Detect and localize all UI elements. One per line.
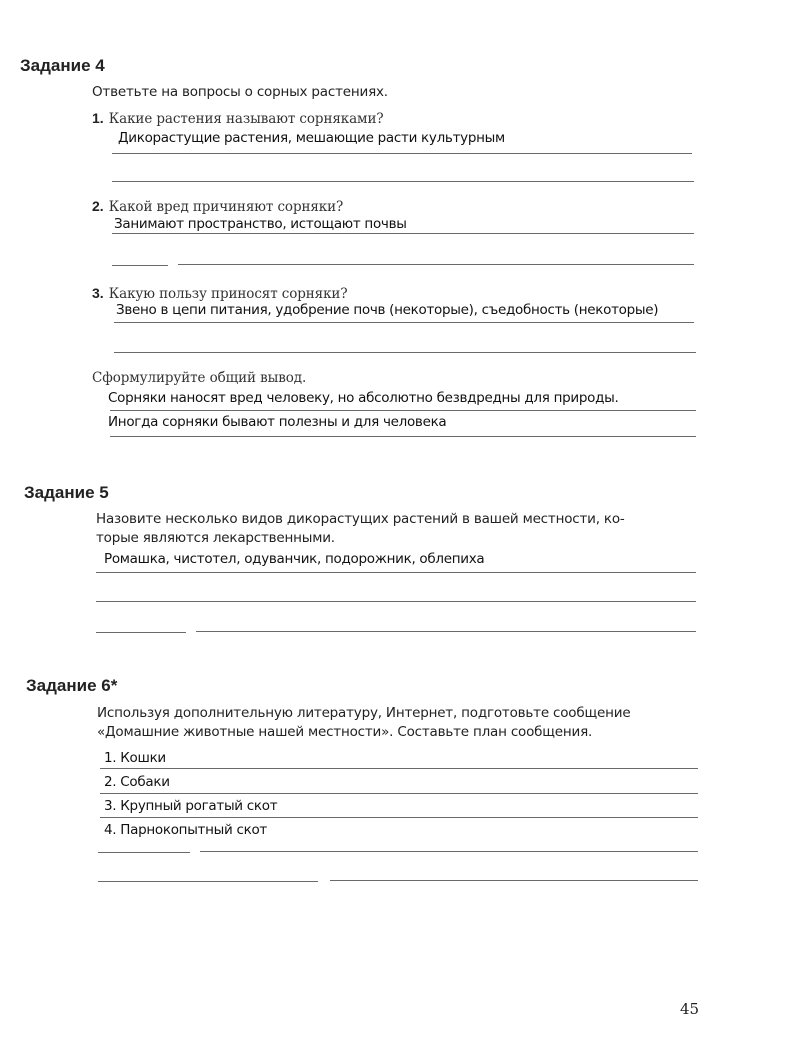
answer-field-task-5[interactable]: Ромашка, чистотел, одуванчик, подорожник, облепиха — [104, 551, 485, 567]
answer-line — [98, 881, 318, 882]
task-6-instruction-line-1: Используя дополнительную литературу, Интернет, подготовьте сообщение — [97, 705, 631, 721]
answer-line — [110, 410, 696, 411]
task-5-instruction-line-1: Назовите несколько видов дикорастущих растений в вашей местности, ко- — [96, 511, 625, 527]
task-6-instruction-line-2: «Домашние животные нашей местности». Составьте план сообщения. — [97, 724, 593, 740]
task-5-title: Задание 5 — [24, 483, 109, 502]
conclusion-answer-line-2[interactable]: Иногда сорняки бывают полезны и для человека — [108, 414, 447, 430]
answer-line — [100, 793, 698, 794]
answer-line — [96, 572, 696, 573]
answer-line — [200, 851, 698, 852]
answer-field-q2[interactable]: Занимают пространство, истощают почвы — [114, 216, 407, 232]
answer-line — [100, 817, 698, 818]
answer-field-q1[interactable]: Дикорастущие растения, мешающие расти культурным — [118, 130, 505, 146]
question-number: 2. — [92, 198, 104, 214]
answer-line — [100, 768, 698, 769]
answer-line — [330, 880, 698, 881]
task-4-title: Задание 4 — [20, 56, 105, 75]
answer-line — [112, 265, 168, 266]
answer-line — [112, 233, 694, 234]
conclusion-prompt: Сформулируйте общий вывод. — [92, 370, 307, 386]
task-4-instruction: Ответьте на вопросы о сорных растениях. — [92, 84, 388, 100]
answer-line — [112, 153, 692, 154]
plan-item-3[interactable]: 3. Крупный рогатый скот — [104, 798, 278, 814]
question-1 — [92, 108, 384, 127]
answer-line — [98, 852, 190, 853]
question-number: 1. — [92, 110, 104, 126]
page-number: 45 — [680, 1000, 700, 1018]
task-6-title: Задание 6* — [26, 676, 118, 695]
question-number: 3. — [92, 285, 104, 301]
plan-item-1[interactable]: 1. Кошки — [104, 750, 166, 766]
conclusion-answer-line-1[interactable]: Сорняки наносят вред человеку, но абсолютно безвдредны для природы. — [108, 390, 619, 406]
question-text: Какой вред причиняют сорняки? — [108, 199, 344, 215]
question-text: Какую пользу приносят сорняки? — [108, 286, 348, 302]
answer-line — [110, 436, 696, 437]
question-2 — [92, 196, 343, 215]
answer-line — [178, 264, 694, 265]
answer-line — [196, 631, 696, 632]
answer-line — [96, 632, 186, 633]
plan-item-2[interactable]: 2. Собаки — [104, 774, 170, 790]
question-3 — [92, 283, 347, 302]
answer-line — [114, 322, 694, 323]
answer-line — [114, 352, 696, 353]
plan-item-4[interactable]: 4. Парнокопытный скот — [104, 822, 267, 838]
task-5-instruction-line-2: торые являются лекарственными. — [96, 530, 335, 546]
answer-line — [112, 181, 694, 182]
answer-line — [96, 601, 696, 602]
answer-field-q3[interactable]: Звено в цепи питания, удобрение почв (некоторые), съедобность (некоторые) — [116, 302, 659, 318]
question-text: Какие растения называют сорняками? — [108, 111, 384, 127]
